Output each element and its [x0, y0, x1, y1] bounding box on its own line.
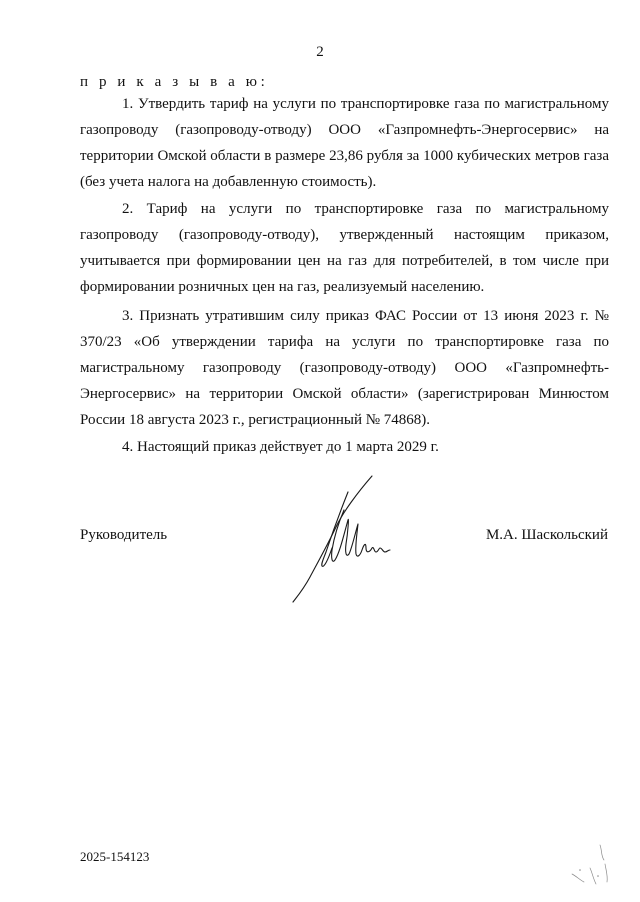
paragraph-4-text: 4. Настоящий приказ действует до 1 марта 2029 г.	[122, 439, 439, 455]
signatory-role: Руководитель	[80, 527, 168, 543]
order-intro: п р и к а з ы в а ю:	[80, 74, 269, 90]
registration-number: 2025-154123	[80, 849, 150, 864]
page-number: 2	[316, 44, 324, 60]
paragraph-4	[80, 434, 609, 460]
signatory-name: М.А. Шаскольский	[485, 527, 608, 543]
paragraph-3	[80, 303, 609, 433]
handwritten-signature	[288, 472, 398, 612]
paragraph-2	[80, 196, 609, 300]
paragraph-2-text: 2. Тариф на услуги по транспортировке газа по магистральному газопроводу (газопроводу-отводу), утвержденный настоящим приказом, учитывается при формировании цен на газ для потребителей, в том числе при формировании розничных цен на газ, реализуемый населению.	[80, 201, 609, 295]
paragraph-3-text: 3. Признать утратившим силу приказ ФАС России от 13 июня 2023 г. № 370/23 «Об утверждении тарифа на услуги по транспортировке газа по магистральному газопроводу (газопроводу-отводу) ООО «Газпромнефть-Энергосервис» на территории Омской области» (зарегистрирован Минюстом России 18 августа 2023 г., регистрационный № 74868).	[80, 308, 609, 428]
paragraph-1-text: 1. Утвердить тариф на услуги по транспортировке газа по магистральному газопроводу (газопроводу-отводу) ООО «Газпромнефть-Энергосервис» на территории Омской области в размере 23,86 рубля за 1000 кубических метров газа (без учета налога на добавленную стоимость).	[80, 96, 609, 190]
paragraph-1	[80, 91, 609, 195]
scan-artifact	[560, 840, 620, 895]
